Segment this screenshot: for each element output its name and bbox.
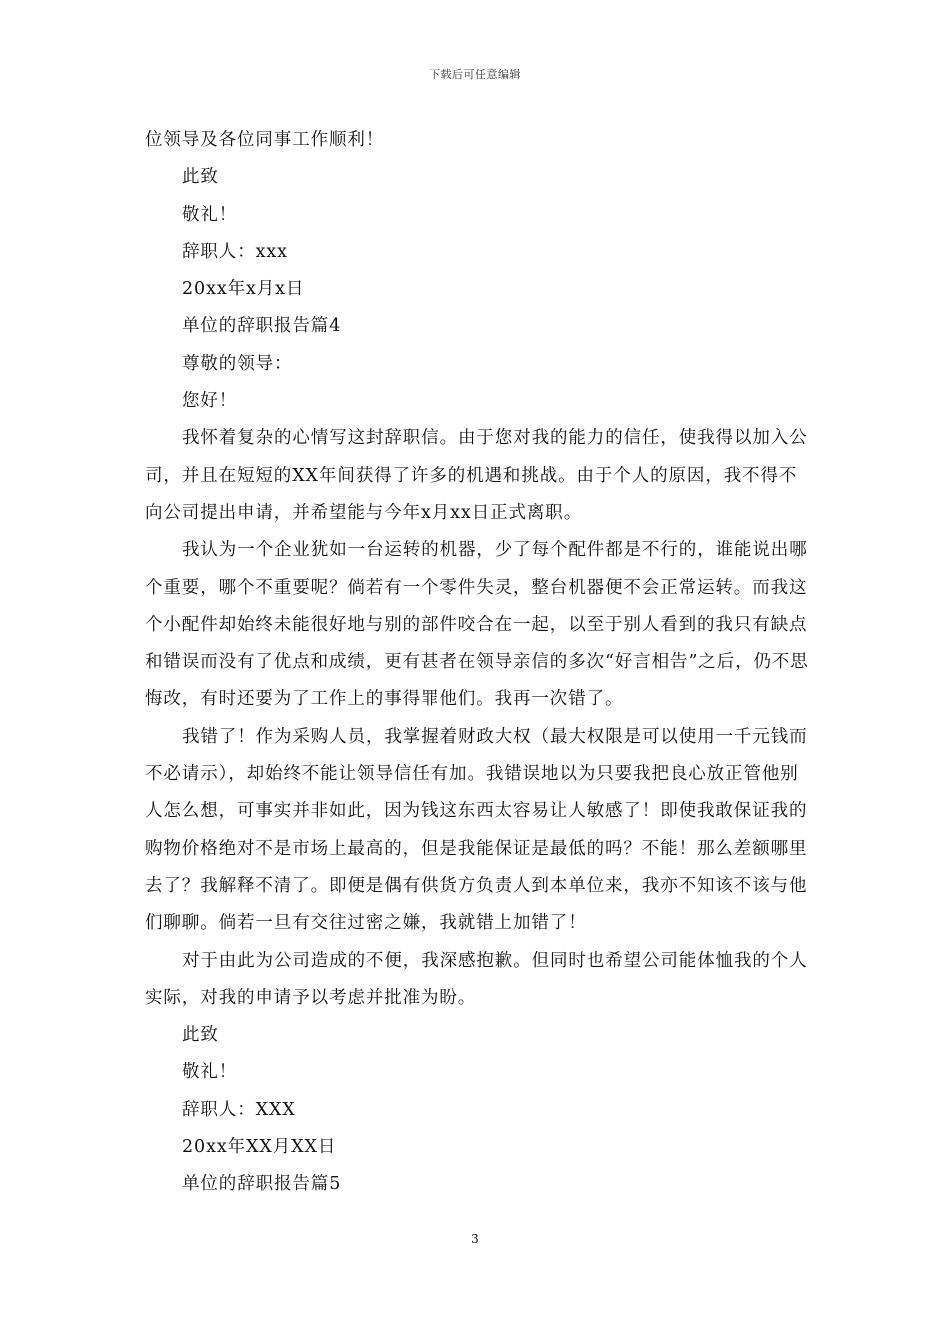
paragraph-body-2: 我认为一个企业犹如一台运转的机器，少了每个配件都是不行的，谁能说出哪个重要，哪个不重要呢？倘若有一个零件失灵，整台机器便不会正常运转。而我这个小配件却始终未能很好地与别的部件咬合在一起，以至于别人看到的我只有缺点和错误而没有了优点和成绩，更有甚者在领导亲信的多次“好言相告”之后，仍不思悔改，有时还要为了工作上的事得罪他们。我再一次错了。 [145,540,809,710]
paragraph-date-2: 20xx年XX月XX日 [182,1137,337,1158]
paragraph-jingli-2: 敬礼！ [182,1062,238,1083]
page-number: 3 [471,1232,479,1246]
page-header: 下载后可任意编辑 [429,68,521,81]
paragraph-signer-2: 辞职人：XXX [182,1099,296,1120]
paragraph-cizhi-1: 此致 [182,167,219,188]
paragraph-body-4: 对于由此为公司造成的不便，我深感抱歉。但同时也希望公司能体恤我的个人实际，对我的申请予以考虑并批准为盼。 [145,950,808,1008]
section-heading-4: 单位的辞职报告篇4 [182,316,342,337]
paragraph-cizhi-2: 此致 [182,1025,219,1046]
paragraph-greeting: 您好！ [182,391,238,412]
paragraph-jingli-1: 敬礼！ [182,204,238,225]
paragraph-closing-wishes: 位领导及各位同事工作顺利！ [145,130,385,150]
section-heading-5: 单位的辞职报告篇5 [182,1174,342,1195]
paragraph-date-1: 20xx年x月x日 [182,279,305,300]
paragraph-salutation: 尊敬的领导： [182,353,293,374]
document-body [145,122,810,1204]
paragraph-signer-1: 辞职人：xxx [182,241,288,262]
paragraph-body-3: 我错了！作为采购人员，我掌握着财政大权（最大权限是可以使用一千元钱而不必请示），却始终不能让领导信任有加。我错误地以为只要我把良心放正管他别人怎么想，可事实并非如此，因为钱这东西太容易让人敏感了！即使我敢保证我的购物价格绝对不是市场上最高的，但是我能保证是最低的吗？不能！那么差额哪里去了？我解释不清了。即便是偶有供货方负责人到本单位来，我亦不知该不该与他们聊聊。倘若一旦有交往过密之嫌，我就错上加错了！ [145,726,808,934]
paragraph-body-1: 我怀着复杂的心情写这封辞职信。由于您对我的能力的信任，使我得以加入公司，并且在短短的XX年间获得了许多的机遇和挑战。由于个人的原因，我不得不向公司提出申请，并希望能与今年x月xx日正式离职。 [145,428,808,523]
